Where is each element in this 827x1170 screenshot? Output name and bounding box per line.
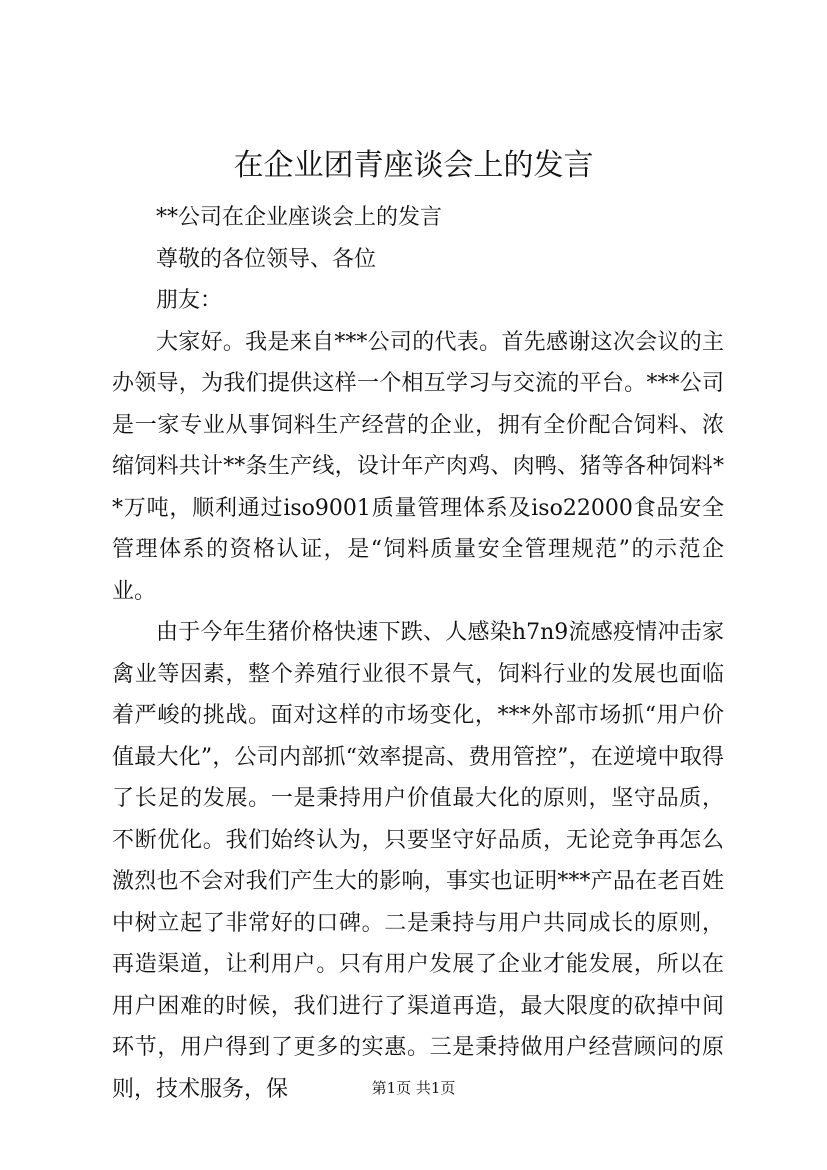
page-footer: 第1页 共1页 — [371, 1079, 456, 1097]
paragraph-introduction: 大家好。我是来自***公司的代表。首先感谢这次会议的主办领导，为我们提供这样一个相互学习与交流的平台。***公司是一家专业从事饲料生产经营的企业，拥有全价配合饲料、浓缩饲料共计**条生产线，设计年产肉鸡、肉鸭、猪等各种饲料**万吨，顺利通过iso9001质量管理体系及iso22000食品安全管理体系的资格认证，是“饲料质量安全管理规范”的示范企业。 — [112, 329, 724, 604]
paragraph-market-challenges: 由于今年生猪价格快速下跌、人感染h7n9流感疫情冲击家禽业等因素，整个养殖行业很不景气，饲料行业的发展也面临着严峻的挑战。面对这样的市场变化，***外部市场抓“用户价值最大化”，公司内部抓“效率提高、费用管控”，在逆境中取得了长足的发展。一是秉持用户价值最大化的原则，坚守品质，不断优化。我们始终认为，只要坚守好品质，无论竞争再怎么激烈也不会对我们产生大的影响，事实也证明***产品在老百姓中树立起了非常好的口碑。二是秉持与用户共同成长的原则，再造渠道，让利用户。只有用户发展了企业才能发展，所以在用户困难的时候，我们进行了渠道再造，最大限度的砍掉中间环节，用户得到了更多的实惠。三是秉持做用户经营顾问的原则，技术服务，保 — [112, 620, 724, 1102]
paragraph-company-heading: **公司在企业座谈会上的发言 — [156, 205, 443, 230]
document-body — [112, 197, 724, 1110]
paragraph-salutation-line1: 尊敬的各位领导、各位 — [156, 246, 377, 272]
document-title: 在企业团青座谈会上的发言 — [233, 148, 594, 183]
paragraph-salutation-line2: 朋友： — [156, 288, 223, 313]
